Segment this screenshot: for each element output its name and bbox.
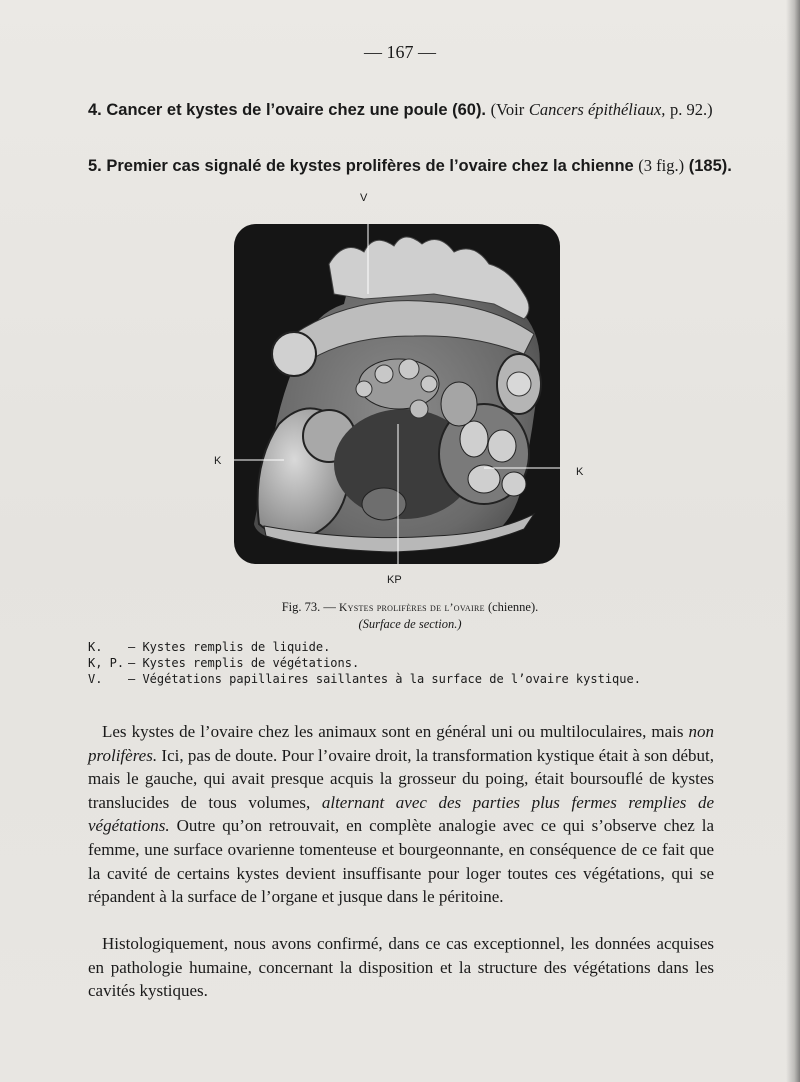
legend-item: [88, 672, 641, 686]
item5-title: Premier cas signalé de kystes prolifères de l’ovaire chez la chienne: [106, 157, 634, 175]
para1-text-c: Ici, pas de doute. Pour l’ovaire droit, la transformation kystique était à son début, mais le gauche, qui avait presque acquis la grosseur du poing, était boursouflé de kystes translucides de tous volumes,: [88, 745, 715, 812]
figure-label-kp: KP: [387, 574, 402, 586]
figure-label-v: V: [360, 192, 368, 204]
item5-figs: (3 fig.): [638, 156, 685, 175]
section-item-4: [88, 100, 713, 120]
figure-caption: [10, 600, 800, 615]
item5-number: 5.: [88, 157, 102, 175]
figure-caption-prefix: Fig. 73. —: [281, 600, 336, 614]
item4-title: Cancer et kystes de l’ovaire chez une poule: [106, 101, 448, 119]
legend-key: V.: [88, 672, 103, 686]
figure-label-k-right: K: [576, 466, 584, 478]
figure-label-k-left: K: [214, 455, 222, 467]
item4-see-end: p. 92.): [670, 100, 713, 119]
para1-text-e: Outre qu’on retrouvait, en complète analogie avec ce qui s’observe chez la femme, une surface ovarienne tomenteuse et bourgeonnante, en conséquence de ce fait que la cavité de certains kystes devient insuffisante pour loger toutes ces végétations, qui se répandent à la surface de l’organe et jusque dans le péritoine.: [88, 816, 714, 907]
legend-key: K.: [88, 640, 103, 654]
item4-see: (Voir: [490, 100, 525, 119]
body-paragraph-2: [88, 932, 714, 1003]
legend-key: K, P.: [88, 656, 125, 670]
ovary-section-drawing: [234, 224, 560, 564]
item4-ref: (60).: [452, 101, 487, 119]
para1-italic-d: alternant avec des parties plus fermes remplies de végétations.: [88, 792, 714, 836]
para1-text-a: Les kystes de l’ovaire chez les animaux sont en général uni ou multiloculaires, mais: [102, 722, 684, 741]
figure-caption-sub: (Surface de section.): [358, 617, 462, 631]
para2-text: Histologiquement, nous avons confirmé, dans ce cas exceptionnel, les données acquises en pathologie humaine, concernant la disposition et la structure des végétations dans les cavités kystiques.: [88, 934, 714, 1001]
para1-italic-b: non prolifères.: [88, 722, 715, 765]
figure-ovary-illustration: [234, 224, 560, 564]
legend-text: — Kystes remplis de liquide.: [128, 640, 331, 654]
body-paragraph-1: [88, 720, 714, 909]
legend-item: [88, 656, 359, 670]
legend-text: — Kystes remplis de végétations.: [128, 656, 360, 670]
figure-caption-species: (chienne).: [487, 600, 539, 614]
legend-text: — Végétations papillaires saillantes à la surface de l’ovaire kystique.: [128, 672, 641, 686]
item4-see-italic: Cancers épithéliaux,: [528, 100, 666, 119]
section-item-5: [88, 156, 732, 176]
page-edge-shadow: [786, 0, 800, 1082]
legend-item: [88, 640, 330, 654]
item5-ref: (185).: [688, 157, 732, 175]
figure-caption-title: Kystes prolifères de l’ovaire: [339, 602, 485, 614]
item4-number: 4.: [88, 101, 102, 119]
page-number: — 167 —: [364, 42, 436, 62]
